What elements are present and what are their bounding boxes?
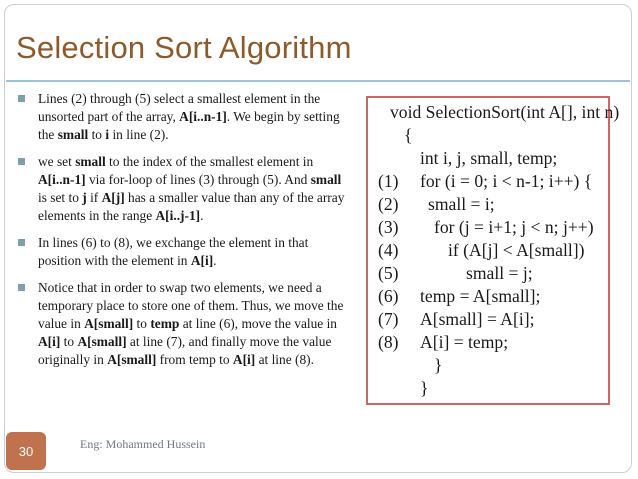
bullet-text: Notice that in order to swap two elements, we need a temporary place to store one of them. Thus, we move the value in [38, 280, 344, 331]
code-line: small = j; [466, 263, 533, 283]
bullet-emphasis: A[i] [190, 253, 214, 268]
bullet-item [16, 279, 346, 369]
bullet-emphasis: i [105, 127, 110, 142]
bullet-item [16, 90, 346, 144]
bullet-text: to [60, 334, 78, 349]
code-line-number: (3) [378, 217, 399, 237]
code-line: A[small] = A[i]; [420, 309, 535, 329]
bullet-text: in line (2). [109, 127, 169, 142]
bullet-text: at line (8). [255, 352, 314, 367]
code-line: void SelectionSort(int A[], int n) [390, 102, 620, 122]
page-number-badge [6, 432, 46, 470]
bullet-emphasis: A[j] [101, 190, 125, 205]
code-line-number: (8) [378, 332, 399, 352]
code-line-number: (5) [378, 263, 399, 283]
code-line: } [420, 378, 429, 398]
footer-author: Eng: Mohammed Hussein [80, 437, 206, 451]
code-line-number: (1) [378, 171, 399, 191]
code-line: if (A[j] < A[small]) [448, 240, 585, 260]
code-line-number: (2) [378, 194, 399, 214]
bullet-text: Lines (2) through (5) select a smallest element in the unsorted part of the array, [38, 91, 321, 124]
code-line: small = i; [428, 194, 495, 214]
code-line: for (i = 0; i < n-1; i++) { [420, 171, 593, 191]
code-line-number: (7) [378, 309, 399, 329]
bullet-emphasis: A[small] [107, 352, 157, 367]
bullet-list [16, 90, 346, 378]
bullet-emphasis: A[small] [84, 316, 134, 331]
bullet-emphasis: A[i..j-1] [155, 208, 201, 223]
bullet-emphasis: A[i] [38, 334, 61, 349]
code-line: temp = A[small]; [420, 286, 541, 306]
bullet-text: In lines (6) to (8), we exchange the element in that position with the element in [38, 235, 309, 268]
code-line: A[i] = temp; [420, 332, 509, 352]
bullet-emphasis: A[i..n-1] [179, 109, 227, 124]
code-line-number: (6) [378, 286, 399, 306]
bullet-text: from temp to [156, 352, 233, 367]
code-line: for (j = i+1; j < n; j++) [434, 217, 594, 237]
code-line: int i, j, small, temp; [420, 148, 558, 168]
page-number: 30 [18, 443, 34, 459]
title-divider [6, 80, 630, 82]
bullet-emphasis: A[i..n-1] [38, 172, 86, 187]
bullet-text: is set to [38, 190, 83, 205]
bullet-emphasis: A[i] [232, 352, 256, 367]
bullet-text: . [200, 208, 204, 223]
bullet-text: to [133, 316, 151, 331]
bullet-text: at line (7), and finally move the value originally in [38, 334, 332, 367]
bullet-item [16, 234, 346, 270]
bullet-emphasis: temp [150, 316, 180, 331]
bullet-emphasis: small [57, 127, 89, 142]
bullet-text: if [86, 190, 102, 205]
bullet-text: to [88, 127, 106, 142]
bullet-emphasis: small [310, 172, 342, 187]
code-line: { [404, 125, 413, 145]
code-line-number: (4) [378, 240, 399, 260]
bullet-text: at line (6), move the value in [179, 316, 338, 331]
bullet-text: we set [38, 154, 76, 169]
bullet-emphasis: small [75, 154, 106, 169]
bullet-text: to the index of the smallest element in [105, 154, 314, 169]
code-line: } [434, 355, 443, 375]
bullet-text: . We begin by setting the [38, 109, 340, 142]
bullet-text: via for-loop of lines (3) through (5). And [85, 172, 311, 187]
bullet-item [16, 153, 346, 225]
bullet-emphasis: A[small] [77, 334, 127, 349]
code-listing [366, 96, 620, 405]
bullet-emphasis: j [82, 190, 87, 205]
bullet-text: . [213, 253, 217, 268]
slide-title: Selection Sort Algorithm [16, 30, 352, 65]
bullet-text: has a smaller value than any of the array elements in the range [38, 190, 345, 223]
